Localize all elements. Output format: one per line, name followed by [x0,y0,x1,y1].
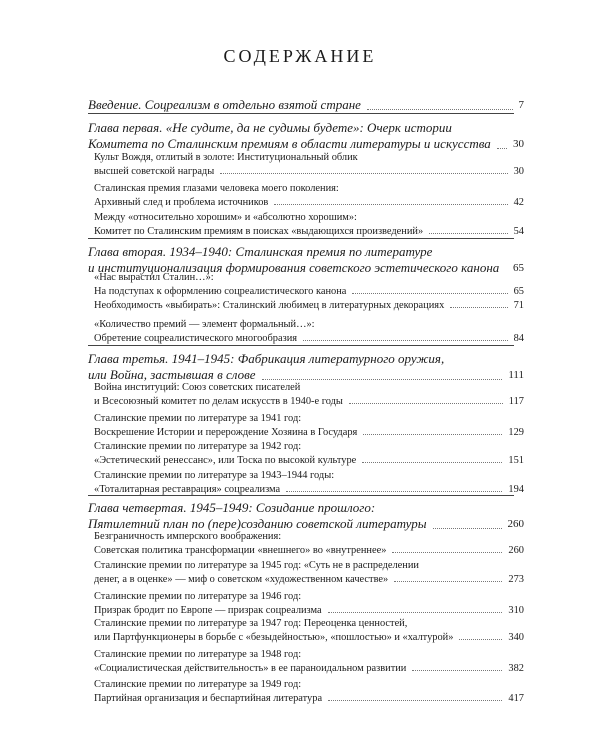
chapter-title-line: Глава вторая. 1934–1940: Сталинская премия по литературе [88,244,433,259]
dot-leader [274,204,507,205]
section-title-line: Воскрешение Истории и перерождение Хозяина в Государя [94,427,358,438]
section-title-line: и Всесоюзный комитет по делам искусств в 1940-е годы [94,396,343,407]
dot-leader [349,403,503,404]
section-title-line: Война институций: Союз советских писателей [94,382,301,393]
section-title-line: Сталинская премия глазами человека моего поколения: [94,183,339,194]
dot-leader [286,491,502,492]
section-title-line: Сталинские премии по литературе за 1948 год: [94,649,302,660]
section-title-line: Комитет по Сталинским премиям в поисках «выдающихся произведений» [94,226,424,237]
section-title-line: Сталинские премии по литературе за 1942 год: [94,441,302,452]
dot-leader [303,340,508,341]
section-title-line: Сталинские премии по литературе за 1947 год: Переоценка ценностей, [94,618,408,629]
section-title-line: Партийная организация и беспартийная литература [94,693,323,704]
chapter-divider [88,113,514,114]
page-number: 117 [508,396,524,407]
page-number: 65 [513,262,524,274]
section-title-line: Сталинские премии по литературе за 1941 год: [94,413,302,424]
chapter-title-line: Глава четвертая. 1945–1949: Созидание прошлого: [88,500,376,515]
dot-leader [497,148,507,149]
section-title-line: Культ Вождя, отлитый в золоте: Институциональный облик [94,152,358,163]
dot-leader [328,700,502,701]
chapter-title-line: Глава третья. 1941–1945: Фабрикация литературного оружия, [88,351,445,366]
dot-leader [328,612,503,613]
section-title-line: Советская политика трансформации «внешнего» во «внутреннее» [94,545,387,556]
page-number: 340 [508,632,524,643]
dot-leader [392,552,502,553]
section-title-line: или Партфункционеры в борьбе с «безыдейностью», «пошлостью» и «халтурой» [94,632,454,643]
section-title-line: «Нас вырастил Сталин…»: [94,272,214,283]
chapter-title-line: или Война, застывшая в слове [88,367,256,382]
section-title-line: «Количество премий — элемент формальный…»: [94,319,315,330]
chapter-title-line: и институционализация формирования советского эстетического канона [88,260,500,275]
page-number: 310 [508,605,524,616]
section-title-line: Сталинские премии по литературе за 1946 год: [94,591,302,602]
section-title-line: денег, а в оценке» — миф о советском «художественном качестве» [94,574,389,585]
dot-leader [352,293,507,294]
dot-leader [412,670,502,671]
section-title-line: «Тоталитарная реставрация» соцреализма [94,484,281,495]
dot-leader [429,233,507,234]
section-title-line: Архивный след и проблема источников [94,197,269,208]
page-number: 111 [508,369,524,381]
page-number: 65 [513,286,524,297]
page-number: 7 [518,99,524,111]
chapter-divider [88,495,514,496]
chapter-title-line: Введение. Соцреализм в отдельно взятой стране [88,97,361,112]
section-title-line: Сталинские премии по литературе за 1945 год: «Суть не в распределении [94,560,419,571]
page-number: 42 [513,197,524,208]
section-title-line: Сталинские премии по литературе за 1949 год: [94,679,302,690]
chapter-title-line: Пятилетний план по (пере)созданию советской литературы [88,516,427,531]
page-number: 30 [513,166,524,177]
section-title-line: высшей советской награды [94,166,215,177]
dot-leader [394,581,502,582]
section-title-line: Сталинские премии по литературе за 1943–1944 годы: [94,470,335,481]
dot-leader [262,379,503,380]
page-number: 151 [508,455,524,466]
page-number: 273 [508,574,524,585]
section-title-line: Необходимость «выбирать»: Сталинский любимец в литературных декорациях [94,300,445,311]
page-number: 194 [508,484,524,495]
page-number: 417 [508,693,524,704]
section-title-line: Между «относительно хорошим» и «абсолютно хорошим»: [94,212,357,223]
section-title-line: «Социалистическая действительность» в ее параноидальном развитии [94,663,407,674]
dot-leader [367,109,513,110]
dot-leader [220,173,507,174]
page-number: 71 [513,300,524,311]
chapter-title-line: Глава первая. «Не судите, да не судимы будете»: Очерк истории [88,120,452,135]
page-number: 54 [513,226,524,237]
chapter-divider [88,345,514,346]
page-number: 129 [508,427,524,438]
dot-leader [450,307,507,308]
section-title-line: Обретение соцреалистического многообразия [94,333,298,344]
page-number: 84 [513,333,524,344]
section-title-line: Безграничность имперского воображения: [94,531,282,542]
page-number: 382 [508,663,524,674]
page-number: 30 [513,138,524,150]
dot-leader [459,639,502,640]
page-number: 260 [507,518,524,530]
page-number: 260 [508,545,524,556]
section-title-line: На подступах к оформлению соцреалистического канона [94,286,347,297]
dot-leader [362,462,502,463]
page-title: СОДЕРЖАНИЕ [223,46,377,66]
section-title-line: «Эстетический ренессанс», или Тоска по высокой культуре [94,455,357,466]
chapter-title-line: Комитета по Сталинским премиям в области литературы и искусства [88,136,491,151]
dot-leader [363,434,502,435]
section-title-line: Призрак бродит по Европе — призрак соцреализма [94,605,322,616]
dot-leader [433,528,502,529]
chapter-divider [88,238,514,239]
